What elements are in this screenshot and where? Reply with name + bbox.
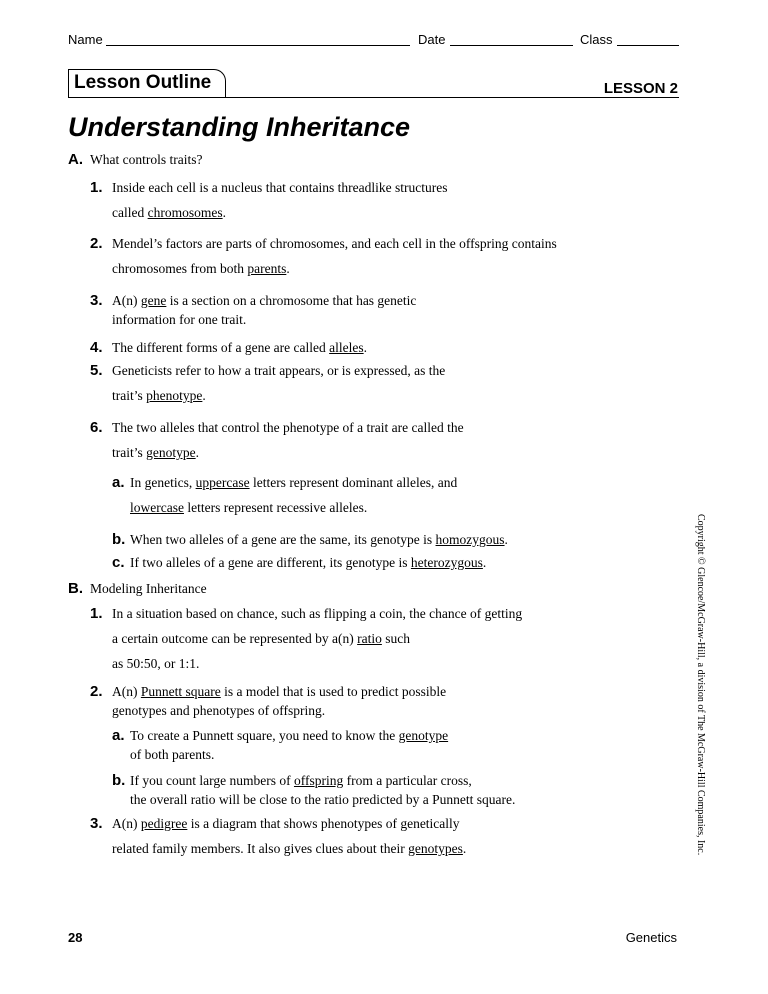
item-a3-label: 3. xyxy=(90,292,103,309)
item-a2-line1: Mendel’s factors are parts of chromosomes, and each cell in the offspring contains xyxy=(112,236,557,251)
item-a2-label: 2. xyxy=(90,235,103,252)
item-a1-label: 1. xyxy=(90,179,103,196)
item-a4-line1: The different forms of a gene are called alleles. xyxy=(112,340,367,355)
item-a3-line2: information for one trait. xyxy=(112,312,247,327)
item-a1-line1: Inside each cell is a nucleus that contains threadlike structures xyxy=(112,180,448,195)
item-a6b-label: b. xyxy=(112,531,126,548)
item-a6b-line1: When two alleles of a gene are the same, its genotype is homozygous. xyxy=(130,532,508,547)
answer-uppercase: uppercase xyxy=(195,475,250,490)
answer-parents: parents xyxy=(247,261,287,276)
item-b3-line1: A(n) pedigree is a diagram that shows phenotypes of genetically xyxy=(112,816,460,831)
name-field-line[interactable] xyxy=(106,45,410,46)
item-b3-label: 3. xyxy=(90,815,103,832)
answer-heterozygous: heterozygous xyxy=(410,555,483,570)
lesson-outline-title: Lesson Outline xyxy=(74,72,212,93)
item-b2-label: 2. xyxy=(90,683,103,700)
class-field-line[interactable] xyxy=(617,45,679,46)
lesson-number: LESSON 2 xyxy=(603,80,678,97)
answer-genotypes: genotypes xyxy=(408,841,463,856)
page-number: 28 xyxy=(68,930,83,945)
date-label: Date xyxy=(418,32,446,47)
item-a5-line2: trait’s phenotype. xyxy=(112,388,206,403)
answer-gene: gene xyxy=(140,293,167,308)
item-b2-line2: genotypes and phenotypes of offspring. xyxy=(112,703,326,718)
item-b2-line1: A(n) Punnett square is a model that is used to predict possible xyxy=(112,684,447,699)
item-a6-line2: trait’s genotype. xyxy=(112,445,199,460)
answer-pedigree: pedigree xyxy=(140,816,188,831)
answer-offspring: offspring xyxy=(293,773,344,788)
answer-genotype-parents: genotype xyxy=(398,728,449,743)
item-b2b-line2: the overall ratio will be close to the ratio predicted by a Punnett square. xyxy=(130,792,516,807)
item-a6c-label: c. xyxy=(112,554,125,571)
section-rule xyxy=(68,97,679,98)
item-a6a-line1: In genetics, uppercase letters represent dominant alleles, and xyxy=(130,475,458,490)
item-a6a-label: a. xyxy=(112,474,125,491)
section-a-heading: What controls traits? xyxy=(90,152,203,167)
item-b2a-label: a. xyxy=(112,727,125,744)
copyright-notice: Copyright © Glencoe/McGraw-Hill, a division of The McGraw-Hill Companies, Inc. xyxy=(695,514,706,856)
answer-genotype: genotype xyxy=(146,445,196,460)
item-a6c-line1: If two alleles of a gene are different, its genotype is heterozygous. xyxy=(130,555,487,570)
item-b2a-line2: of both parents. xyxy=(130,747,215,762)
answer-lowercase: lowercase xyxy=(130,500,184,515)
item-a5-label: 5. xyxy=(90,362,103,379)
subject-label: Genetics xyxy=(625,930,677,945)
item-b1-label: 1. xyxy=(90,605,103,622)
answer-chromosomes: chromosomes xyxy=(147,205,223,220)
item-a6-label: 6. xyxy=(90,419,103,436)
item-a4-label: 4. xyxy=(90,339,103,356)
item-b2a-line1: To create a Punnett square, you need to know the genotype xyxy=(130,728,449,743)
item-b2b-line1: If you count large numbers of offspring from a particular cross, xyxy=(130,773,472,788)
page-title: Understanding Inheritance xyxy=(68,112,411,142)
answer-ratio: ratio xyxy=(357,631,382,646)
item-b1-line2: a certain outcome can be represented by a(n) ratio such xyxy=(112,631,410,646)
item-b1-line1: In a situation based on chance, such as flipping a coin, the chance of getting xyxy=(112,606,523,621)
date-field-line[interactable] xyxy=(450,45,573,46)
item-b3-line2: related family members. It also gives clues about their genotypes. xyxy=(112,841,467,856)
item-a2-line2: chromosomes from both parents. xyxy=(112,261,290,276)
answer-alleles: alleles xyxy=(329,340,364,355)
name-label: Name xyxy=(68,32,103,47)
item-b2b-label: b. xyxy=(112,772,126,789)
section-a-label: A. xyxy=(68,151,83,168)
answer-homozygous: homozygous xyxy=(435,532,505,547)
item-a3-line1: A(n) gene is a section on a chromosome that has genetic xyxy=(112,293,417,308)
item-b1-line3: as 50:50, or 1:1. xyxy=(112,656,200,671)
class-label: Class xyxy=(580,32,613,47)
section-b-label: B. xyxy=(68,580,83,597)
item-a6a-line2: lowercase letters represent recessive alleles. xyxy=(130,500,368,515)
answer-punnett-square: Punnett square xyxy=(140,684,221,699)
answer-phenotype: phenotype xyxy=(146,388,203,403)
section-b-heading: Modeling Inheritance xyxy=(90,581,207,596)
item-a1-line2: called chromosomes. xyxy=(112,205,226,220)
item-a5-line1: Geneticists refer to how a trait appears, or is expressed, as the xyxy=(112,363,446,378)
item-a6-line1: The two alleles that control the phenotype of a trait are called the xyxy=(112,420,464,435)
